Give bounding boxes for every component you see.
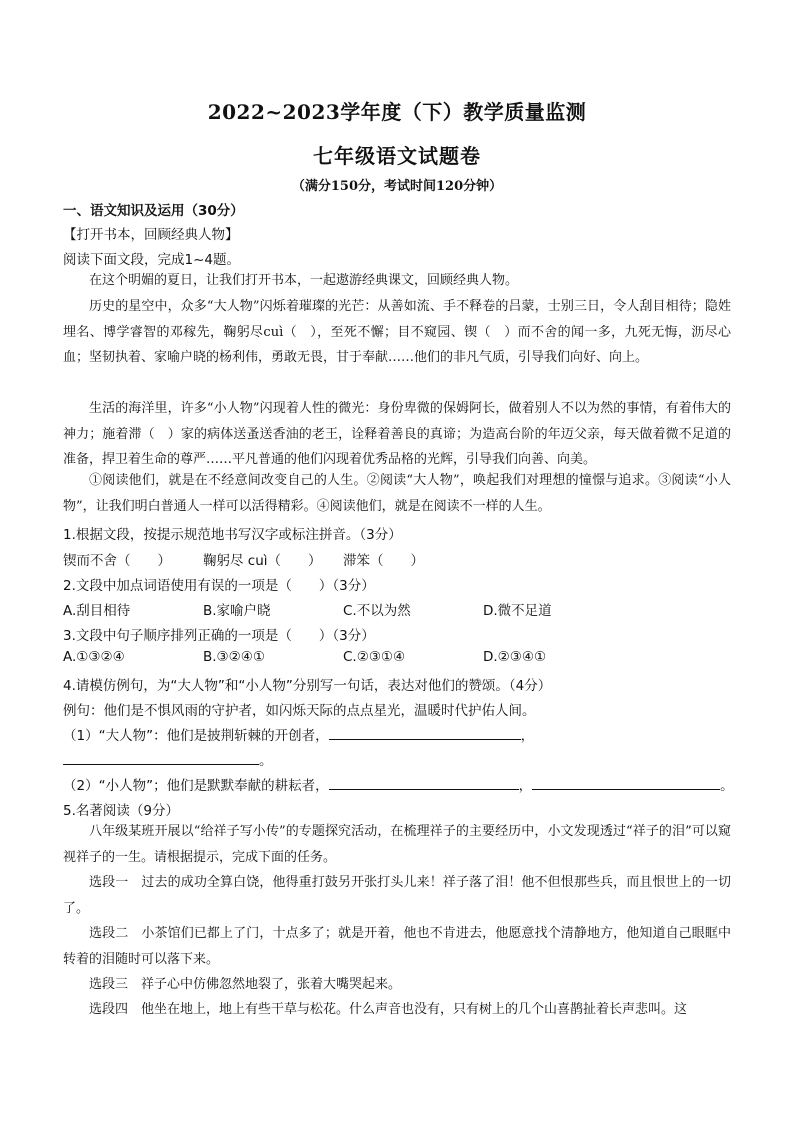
passage-paragraph-4: ①阅读他们，就是在不经意间改变自己的人生。②阅读“大人物”，唤起我们对理想的憧憬与追求。③阅读“小人物”，让我们明白普通人一样可以活得精彩。④阅读他们，就是在阅读不一样的人生。 <box>63 473 731 514</box>
passage-paragraph-1: 在这个明媚的夏日，让我们打开书本，一起遨游经典课文，回顾经典人物。 <box>89 273 519 288</box>
question-4-comma: ， <box>518 778 533 794</box>
question-3-option: C.②③①④ <box>343 649 406 665</box>
question-2-option: A.刮目相待 <box>63 603 131 619</box>
question-2-option: D.微不足道 <box>483 603 552 619</box>
question-4-line-3-prefix: （2）“小人物”；他们是默默奉献的耕耘者， <box>63 778 329 794</box>
excerpt-2: 选段二 小茶馆们已都上了门，十点多了；就是开着，他也不肯进去，他愿意找个清静地方，他知道自己眼眶中转着的泪随时可以落下来。 <box>63 926 731 967</box>
question-3-option: B.③②④① <box>203 649 265 665</box>
section-instruction: 阅读下面文段，完成1~4题。 <box>63 252 240 268</box>
answer-blank[interactable] <box>63 750 259 765</box>
question-5-stem: 5.名著阅读（9分） <box>63 803 179 819</box>
answer-blank[interactable] <box>532 775 720 790</box>
question-4-line-1 <box>63 724 534 744</box>
question-3-option: A.①③②④ <box>63 649 125 665</box>
question-4-line-3 <box>63 774 734 794</box>
question-4-comma: ， <box>520 728 535 744</box>
question-1-item: 鞠躬尽 cuì（ ） <box>203 553 322 569</box>
passage-paragraph-2: 历史的星空中，众多“大人物”闪烁着璀璨的光芒：从善如流、手不释卷的吕蒙，士别三日，令人刮目相待；隐姓埋名、博学睿智的邓稼先，鞠躬尽cuì（ ），至死不懈；目不窥园、锲（ ）而不舍的闻一多，九死无悔，沥尽心血；坚韧执着、家喻户晓的杨利伟，勇敢无畏，甘于奉献……他们的非凡气质，引导我们向好、向上。 <box>63 299 731 365</box>
exam-note: （满分150分，考试时间120分钟） <box>291 179 503 194</box>
answer-blank[interactable] <box>329 725 521 740</box>
question-4-stem: 4.请模仿例句，为“大人物”和“小人物”分别写一句话，表达对他们的赞颂。（4分） <box>63 678 552 694</box>
passage-paragraph-3: 生活的海洋里，许多“小人物”闪现着人性的微光：身份卑微的保姆阿长，做着别人不以为然的事情，有着伟大的神力；施着滞（ ）家的病体送蚤送香油的老王，诠释着善良的真谛；为造高台阶的年迈父亲，每天做着微不足道的准备，捍卫着生命的尊严……平凡普通的他们闪现着优秀品格的光辉，引导我们向善、向美。 <box>63 401 731 467</box>
question-5-intro: 八年级某班开展以“给祥子写小传”的专题探究活动，在梳理祥子的主要经历中，小文发现透过“祥子的泪”可以窥视祥子的一生。请根据提示，完成下面的任务。 <box>63 824 731 865</box>
section-heading: 一、语文知识及运用（30分） <box>63 203 244 219</box>
question-4-period: 。 <box>720 778 734 794</box>
question-2-option: B.家喻户晓 <box>203 603 271 619</box>
answer-blank[interactable] <box>329 775 519 790</box>
question-2-stem: 2.文段中加点词语使用有误的一项是（ ）（3分） <box>63 578 375 594</box>
excerpt-1: 选段一 过去的成功全算白饶，他得重打鼓另开张打头儿来！祥子落了泪！他不但恨那些兵，而且恨世上的一切了。 <box>63 875 731 916</box>
question-4-line-1-prefix: （1）“大人物”：他们是披荆斩棘的开创者， <box>63 728 329 744</box>
question-4-example: 例句：他们是不惧风雨的守护者，如闪烁天际的点点星光，温暖时代护佑人间。 <box>63 703 536 719</box>
question-2-option: C.不以为然 <box>343 603 411 619</box>
excerpt-3: 选段三 祥子心中仿佛忽然地裂了，张着大嘴哭起来。 <box>89 977 402 992</box>
question-4-line-2 <box>63 749 273 769</box>
question-3-option: D.②③④① <box>483 649 547 665</box>
question-1-stem: 1.根据文段，按提示规范地书写汉字或标注拼音。（3分） <box>63 527 402 543</box>
exam-subtitle: 七年级语文试题卷 <box>313 144 481 168</box>
exam-title: 2022~2023学年度（下）教学质量监测 <box>207 100 587 124</box>
question-1-item: 锲而不舍（ ） <box>63 553 171 569</box>
question-4-period: 。 <box>259 753 273 769</box>
section-topic: 【打开书本，回顾经典人物】 <box>63 227 239 243</box>
question-1-item: 滞笨（ ） <box>343 553 424 569</box>
question-3-stem: 3.文段中句子顺序排列正确的一项是（ ）（3分） <box>63 628 375 644</box>
excerpt-4: 选段四 他坐在地上，地上有些干草与松花。什么声音也没有，只有树上的几个山喜鹊扯着长声悲叫。这 <box>89 1002 688 1017</box>
